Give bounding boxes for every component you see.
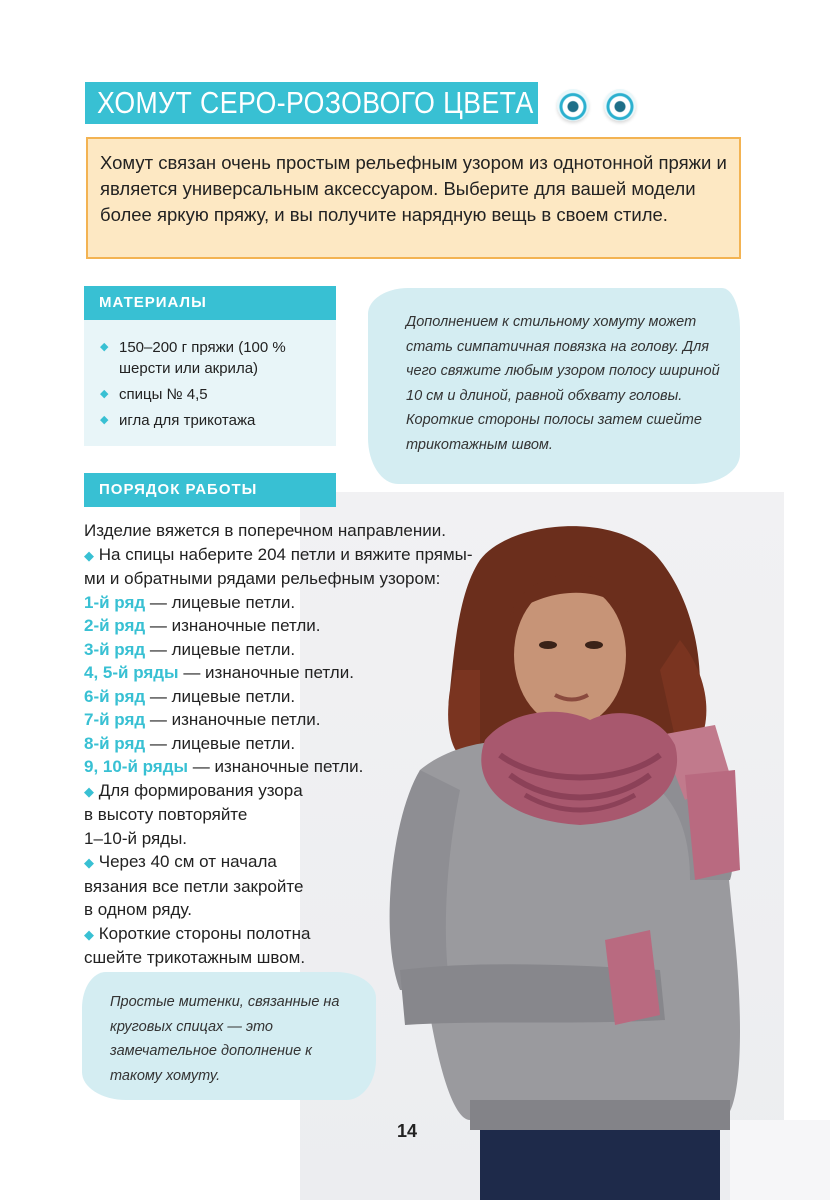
instruction-line: Изделие вяжется в поперечном направлении.: [84, 521, 446, 540]
instruction-line: сшейте трикотажным швом.: [84, 948, 306, 967]
work-order-header: ПОРЯДОК РАБОТЫ: [84, 473, 336, 507]
row-line: 8-й ряд — лицевые петли.: [84, 733, 296, 753]
row-line: 7-й ряд — изнаночные петли.: [84, 710, 321, 729]
instruction-line: ◆ Через 40 см от начала: [84, 852, 277, 871]
instruction-line: ◆ Для формирования узора: [84, 780, 303, 800]
diamond-bullet-icon: ◆: [84, 547, 94, 563]
instruction-line: вязания все петли закройте: [84, 876, 304, 896]
instruction-line: 1–10-й ряды.: [84, 828, 188, 848]
row-line: 4, 5-й ряды — изнаночные петли.: [84, 663, 354, 682]
tip-text-top: Дополнением к стильному хомуту может стать симпатичная повязка на голову. Для чего свяжите любым узором полосу шириной 10 см и длиной, равной обхвату головы. Короткие стороны полосы затем сшейте трикотажным швом.: [406, 314, 720, 453]
instruction-line: в высоту повторяйте: [84, 805, 248, 824]
instruction-line: ◆ Короткие стороны полотна: [84, 923, 311, 943]
page-number: 14: [397, 1121, 418, 1141]
work-instructions: [84, 519, 473, 970]
list-item: ◆ 150–200 г пряжи (100 % шерсти или акрила): [100, 339, 286, 377]
list-item: ◆ спицы № 4,5: [100, 386, 208, 403]
tip-text-bottom: Простые митенки, связанные на круговых спицах — это замечательное дополнение к такому хомуту.: [110, 994, 340, 1084]
diamond-bullet-icon: ◆: [84, 783, 94, 799]
row-line: 9, 10-й ряды — изнаночные петли.: [84, 757, 364, 776]
diamond-bullet-icon: ◆: [84, 855, 94, 870]
row-line: 3-й ряд — лицевые петли.: [84, 639, 296, 659]
materials-header: МАТЕРИАЛЫ: [84, 286, 336, 320]
instruction-line: ми и обратными рядами рельефным узором:: [84, 569, 441, 588]
instruction-line: в одном ряду.: [84, 900, 192, 919]
diamond-bullet-icon: ◆: [100, 341, 109, 353]
intro-box: Хомут связан очень простым рельефным узором из однотонной пряжи и является универсальным аксессуаром. Выберите для вашей модели более яркую пряжу, и вы получите нарядную вещь в своем стиле.: [86, 137, 741, 259]
diamond-bullet-icon: ◆: [100, 414, 109, 426]
list-item: ◆ игла для трикотажа: [100, 412, 256, 429]
diamond-bullet-icon: ◆: [100, 388, 109, 400]
flower-button-icon: [604, 89, 636, 121]
diamond-bullet-icon: ◆: [84, 926, 94, 942]
title-bar: [85, 82, 538, 124]
row-line: 6-й ряд — лицевые петли.: [84, 686, 296, 706]
photo-corner: [730, 1120, 830, 1200]
page-title: ХОМУТ СЕРО-РОЗОВОГО ЦВЕТА: [97, 85, 534, 120]
flower-button-icon: [557, 89, 589, 121]
instruction-line: ◆ На спицы наберите 204 петли и вяжите прямы-: [84, 544, 473, 564]
materials-list: [100, 337, 330, 436]
row-line: 2-й ряд — изнаночные петли.: [84, 616, 321, 635]
row-line: 1-й ряд — лицевые петли.: [84, 592, 296, 612]
